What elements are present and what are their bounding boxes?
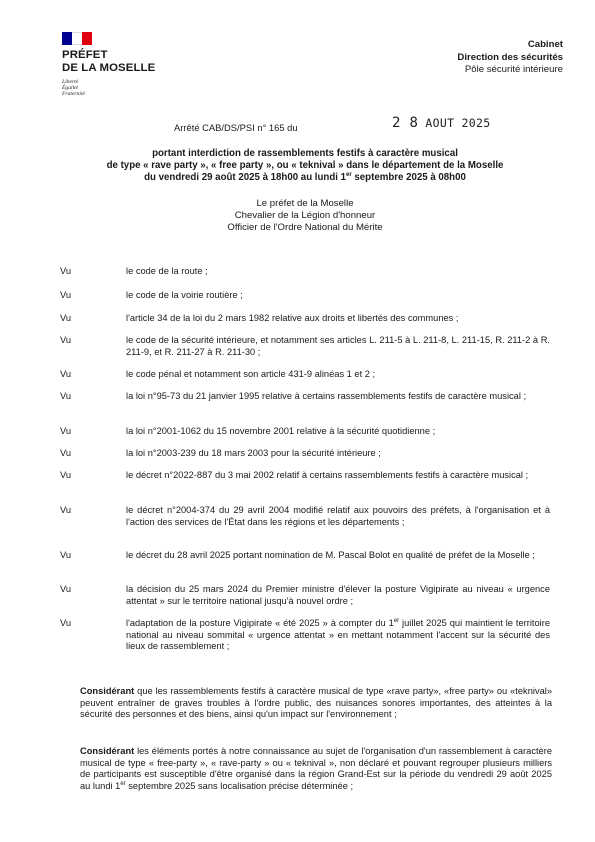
vu-item bbox=[60, 266, 550, 278]
vu-label: Vu bbox=[60, 448, 72, 458]
devise-egalite: Égalité bbox=[62, 85, 79, 92]
prefet-name: Le préfet de la Moselle bbox=[256, 198, 354, 209]
vu-label: Vu bbox=[60, 550, 72, 560]
vu-text: le décret n°2004-374 du 29 avril 2004 modifié relatif aux pouvoirs des préfets, à l'organisation et à l'action des services de l'État dans les régions et les départements ; bbox=[126, 505, 550, 527]
vu-label: Vu bbox=[60, 391, 72, 401]
vu-text: le code de la sécurité intérieure, et notamment ses articles L. 211-5 à L. 211-8, L. 211-15, R. 211-2 à R. 211-9, et R. 211-27 à R. 211-30 ; bbox=[126, 335, 550, 357]
vu-item bbox=[60, 426, 550, 438]
considerant-1: Considérant que les rassemblements festifs à caractère musical de type «rave party», «free party» ou «teknival» peuvent entraîner de graves troubles à l'ordre public, des nuisances sonores importantes, des atteintes à la sécurité des personnes et des biens, ainsi qu'un impact sur l'environnement ; bbox=[80, 686, 552, 720]
vu-label: Vu bbox=[60, 290, 72, 300]
vu-text: la loi n°2001-1062 du 15 novembre 2001 relative à la sécurité quotidienne ; bbox=[126, 426, 436, 436]
vu-label: Vu bbox=[60, 505, 72, 515]
date-stamp bbox=[392, 115, 490, 131]
considerant-2: Considérant les éléments portés à notre connaissance au sujet de l'organisation d'un rassemblement à caractère musical de type « free-party », « rave-party » ou « teknival », non déclaré et pouvant regrouper plusieurs milliers de participants est susceptible d'être organisé dans la région Grand-Est sur la période du vendredi 29 août 2025 au lundi 1er septembre 2025 sans localisation précise déterminée ; bbox=[80, 746, 552, 791]
date-stamp-day: 2 8 bbox=[392, 115, 419, 131]
vu-label: Vu bbox=[60, 335, 72, 345]
vu-item bbox=[60, 505, 550, 528]
title-line-2: de type « rave party », « free party », ou « teknival » dans le département de la Moselle bbox=[106, 160, 504, 172]
vu-label: Vu bbox=[60, 266, 72, 276]
vu-text: le décret du 28 avril 2025 portant nomination de M. Pascal Bolot en qualité de préfet de la Moselle ; bbox=[126, 550, 535, 560]
vu-item bbox=[60, 584, 550, 607]
prefet-signatory bbox=[70, 198, 540, 235]
vu-label: Vu bbox=[60, 313, 72, 323]
devise-fraternite: Fraternité bbox=[62, 91, 85, 98]
vu-text: l'adaptation de la posture Vigipirate « été 2025 » à compter du 1er juillet 2025 qui maintient le territoire national au niveau sommital « urgence attentat » en mettant notamment l'accent sur la sécurité des lieux de rassemblement ; bbox=[126, 617, 550, 652]
vu-label: Vu bbox=[60, 584, 72, 594]
vu-label: Vu bbox=[60, 426, 72, 436]
vu-text: le code de la voirie routière ; bbox=[126, 290, 243, 300]
devise-liberte: Liberté bbox=[62, 79, 79, 85]
header-cabinet: Cabinet bbox=[527, 39, 563, 50]
prefet-title-2: Officier de l'Ordre National du Mérite bbox=[227, 222, 383, 234]
marianne-flag-icon bbox=[62, 32, 92, 45]
logo-moselle: DE LA MOSELLE bbox=[62, 61, 156, 74]
vu-label: Vu bbox=[60, 618, 72, 628]
logo-prefet: PRÉFET bbox=[62, 49, 108, 61]
header-direction: Direction des sécurités bbox=[457, 51, 563, 63]
vu-text: la loi n°2003-239 du 18 mars 2003 pour la sécurité intérieure ; bbox=[126, 448, 381, 458]
vu-text: la décision du 25 mars 2024 du Premier ministre d'élever la posture Vigipirate au niveau « urgence attentat » sur le territoire national jusqu'à nouvel ordre ; bbox=[126, 584, 550, 606]
vu-item bbox=[60, 290, 550, 302]
vu-text: l'article 34 de la loi du 2 mars 1982 relative aux droits et libertés des communes ; bbox=[126, 313, 459, 323]
prefet-logo bbox=[62, 32, 182, 98]
arrete-reference: Arrêté CAB/DS/PSI n° 165 du bbox=[174, 122, 298, 133]
devise bbox=[62, 79, 182, 98]
title-line-3: du vendredi 29 août 2025 à 18h00 au lundi 1er septembre 2025 à 08h00 bbox=[144, 172, 466, 184]
vu-item bbox=[60, 448, 550, 460]
arrete-title bbox=[70, 148, 540, 185]
considerant-label: Considérant bbox=[80, 686, 135, 696]
title-line-1: portant interdiction de rassemblements festifs à caractère musical bbox=[152, 148, 458, 159]
vu-text: la loi n°95-73 du 21 janvier 1995 relative à certains rassemblements festifs de caractère musical ; bbox=[126, 391, 527, 401]
vu-text: le décret n°2022-887 du 3 mai 2002 relatif à certains rassemblements festifs à caractère musical ; bbox=[126, 470, 529, 480]
vu-label: Vu bbox=[60, 470, 72, 480]
vu-item bbox=[60, 335, 550, 358]
vu-label: Vu bbox=[60, 369, 72, 379]
service-header bbox=[457, 39, 563, 77]
header-pole: Pôle sécurité intérieure bbox=[464, 64, 563, 75]
prefet-title-1: Chevalier de la Légion d'honneur bbox=[234, 210, 376, 222]
vu-item bbox=[60, 550, 550, 562]
date-stamp-month-year: AOUT 2025 bbox=[425, 116, 491, 130]
vu-item bbox=[60, 470, 550, 482]
considerant-label: Considérant bbox=[80, 746, 135, 756]
vu-text: le code de la route ; bbox=[126, 266, 208, 276]
vu-text: le code pénal et notamment son article 431-9 alinéas 1 et 2 ; bbox=[126, 369, 376, 379]
vu-item bbox=[60, 313, 550, 325]
vu-item bbox=[60, 369, 550, 381]
vu-item bbox=[60, 391, 550, 403]
vu-item bbox=[60, 618, 550, 653]
